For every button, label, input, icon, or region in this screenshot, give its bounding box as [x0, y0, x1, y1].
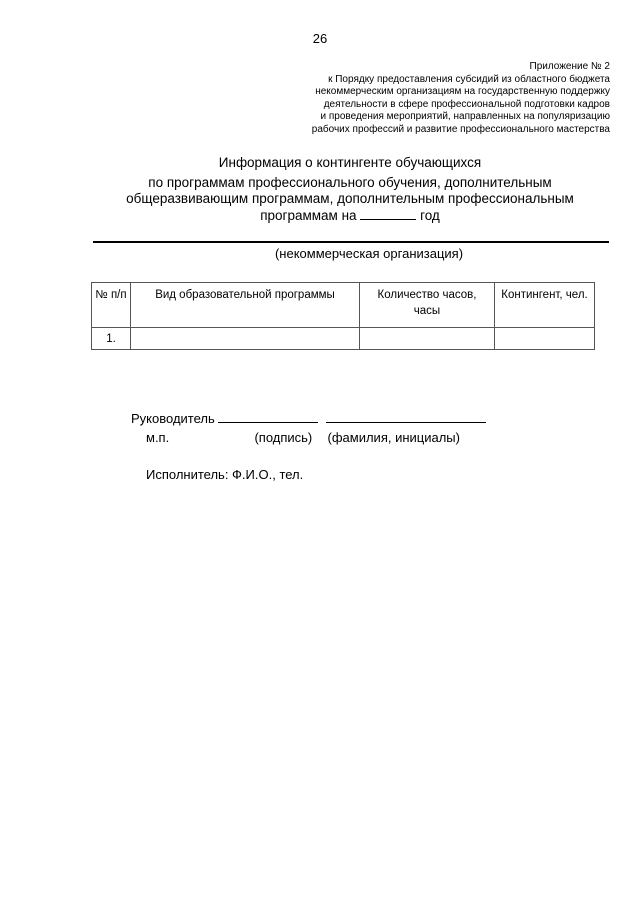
head-label: Руководитель — [131, 411, 215, 426]
title-line-year — [0, 207, 640, 224]
year-blank — [360, 207, 416, 220]
appendix-line: Приложение № 2 — [529, 61, 610, 72]
appendix-line: рабочих профессий и развитие профессионального мастерства — [311, 123, 610, 135]
appendix-line: и проведения мероприятий, направленных на популяризацию — [320, 111, 610, 123]
title-year-suffix: год — [420, 208, 440, 223]
table-header-row — [92, 283, 595, 328]
header-number: № п/п — [92, 283, 131, 328]
organization-caption: (некоммерческая организация) — [274, 246, 464, 261]
appendix-line: деятельности в сфере профессиональной подготовки кадров — [323, 98, 610, 110]
header-hours: Количество часов, часы — [360, 283, 495, 328]
document-title — [0, 155, 640, 224]
name-caption: (фамилия, инициалы) — [327, 430, 460, 445]
name-blank — [326, 410, 486, 423]
header-contingent: Контингент, чел. — [495, 283, 595, 328]
header-program: Вид образовательной программы — [131, 283, 360, 328]
title-line: по программам профессионального обучения, дополнительным — [148, 175, 552, 190]
table-cell — [495, 328, 595, 350]
signature-caption: (подпись) — [254, 430, 313, 445]
contingent-table — [91, 282, 595, 350]
page-number: 26 — [312, 31, 328, 46]
organization-line — [93, 241, 609, 243]
signature-blank — [218, 410, 318, 423]
table-cell: 1. — [92, 328, 131, 350]
title-line: Информация о контингенте обучающихся — [218, 155, 482, 170]
table-cell — [360, 328, 495, 350]
table-cell — [131, 328, 360, 350]
title-year-prefix: программам на — [260, 208, 357, 223]
head-signature-line — [131, 410, 486, 426]
stamp-label: м.п. — [146, 430, 170, 445]
appendix-line: к Порядку предоставления субсидий из областного бюджета — [328, 73, 610, 85]
table-row — [92, 328, 595, 350]
appendix-block — [190, 61, 610, 137]
appendix-line: некоммерческим организациям на государственную поддержку — [315, 86, 610, 98]
executor-line: Исполнитель: Ф.И.О., тел. — [146, 467, 304, 482]
signature-captions — [146, 430, 460, 445]
title-line: общеразвивающим программам, дополнительным профессиональным — [126, 191, 574, 206]
